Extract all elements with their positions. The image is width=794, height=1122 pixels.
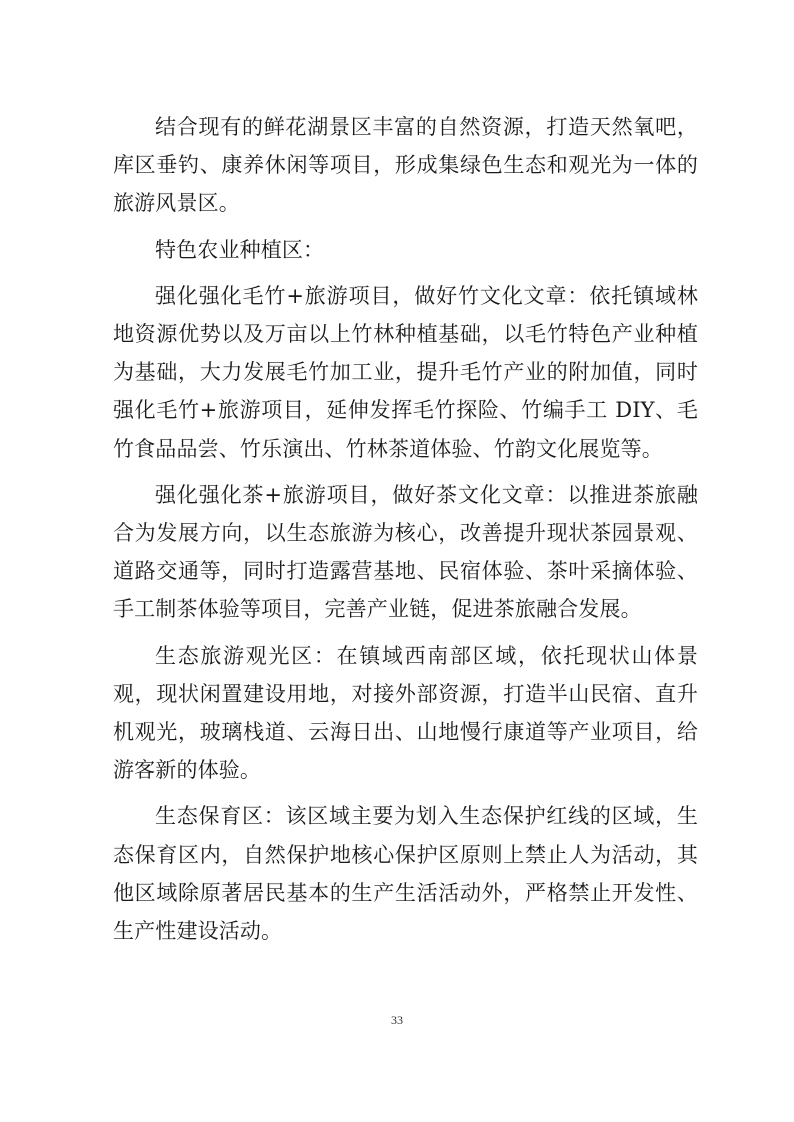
paragraph-tea-tourism: 强化强化茶+旅游项目，做好茶文化文章：以推进茶旅融合为发展方向，以生态旅游为核心，改善提升现状茶园景观、道路交通等，同时打造露营基地、民宿体验、茶叶采摘体验、手工制茶体验等项目，完善产业链，促进茶旅融合发展。 (113, 482, 698, 622)
paragraph-eco-conservation-area: 生态保育区：该区域主要为划入生态保护红线的区域，生态保育区内，自然保护地核心保护区原则上禁止人为活动，其他区域除原著居民基本的生产生活活动外，严格禁止开发性、生产性建设活动。 (113, 804, 698, 944)
paragraph-agriculture-heading: 特色农业种植区： (155, 237, 325, 262)
paragraph-eco-tourism-area: 生态旅游观光区：在镇域西南部区域，依托现状山体景观，现状闲置建设用地，对接外部资源，打造半山民宿、直升机观光，玻璃栈道、云海日出、山地慢行康道等产业项目，给游客新的体验。 (113, 643, 698, 783)
paragraph-scenic-area: 结合现有的鲜花湖景区丰富的自然资源，打造天然氧吧，库区垂钓、康养休闲等项目，形成集绿色生态和观光为一体的旅游风景区。 (113, 115, 698, 216)
body-text (113, 108, 698, 958)
paragraph-bamboo-tourism: 强化强化毛竹+旅游项目，做好竹文化文章：依托镇域林地资源优势以及万亩以上竹林种植基础，以毛竹特色产业种植为基础，大力发展毛竹加工业，提升毛竹产业的附加值，同时强化毛竹+旅游项目，延伸发挥毛竹探险、竹编手工 DIY、毛竹食品品尝、竹乐演出、竹林茶道体验、竹韵文化展览等。 (113, 283, 698, 461)
page-number: 33 (391, 1013, 403, 1027)
